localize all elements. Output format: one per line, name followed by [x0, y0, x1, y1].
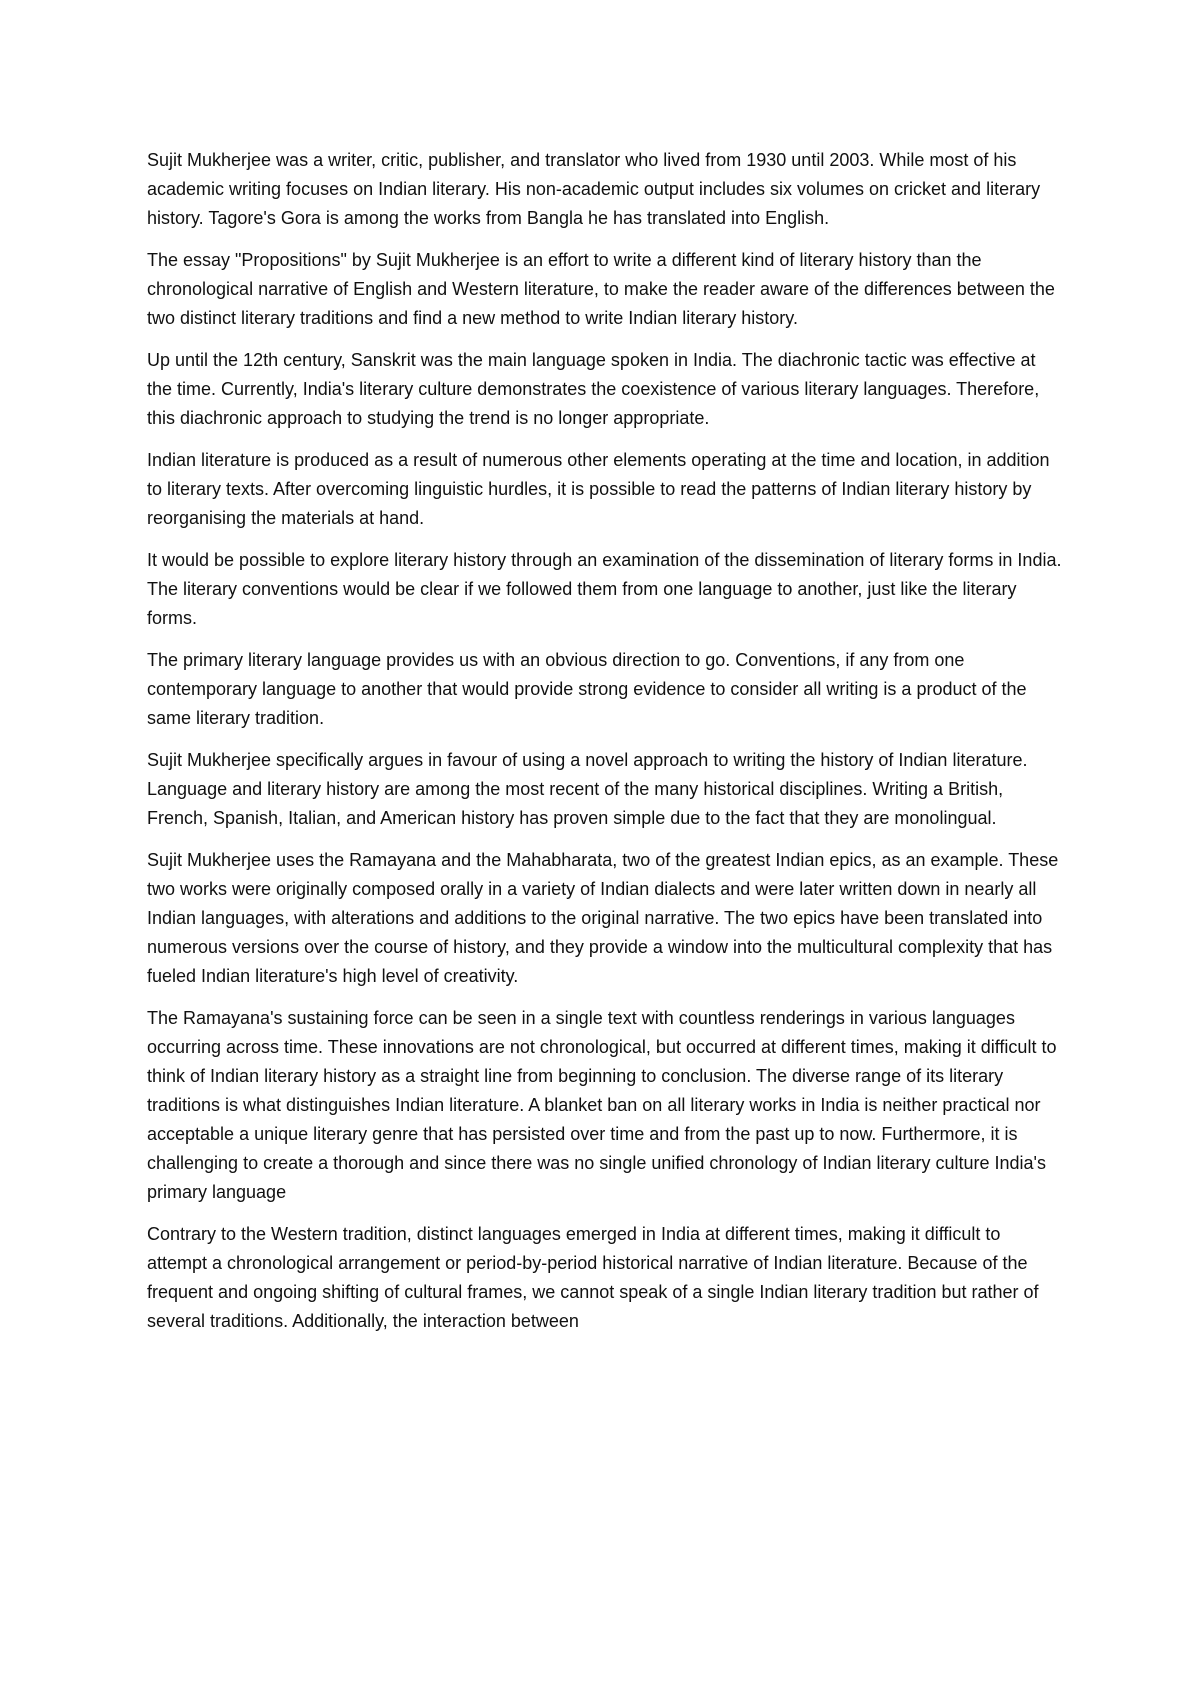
document-body [147, 146, 1065, 1349]
paragraph-4: Indian literature is produced as a result of numerous other elements operating at the time and location, in addition to literary texts. After overcoming linguistic hurdles, it is possible to read the patterns of Indian literary history by reorganising the materials at hand. [147, 450, 1050, 528]
paragraph-5: It would be possible to explore literary history through an examination of the dissemination of literary forms in India. The literary conventions would be clear if we followed them from one language to another, just like the literary forms. [147, 550, 1062, 628]
paragraph-1: Sujit Mukherjee was a writer, critic, publisher, and translator who lived from 1930 until 2003. While most of his academic writing focuses on Indian literary. His non-academic output includes six volumes on cricket and literary history. Tagore's Gora is among the works from Bangla he has translated into English. [147, 150, 1041, 228]
paragraph-8: Sujit Mukherjee uses the Ramayana and the Mahabharata, two of the greatest Indian epics, as an example. These two works were originally composed orally in a variety of Indian dialects and were later written down in nearly all Indian languages, with alterations and additions to the original narrative. The two epics have been translated into numerous versions over the course of history, and they provide a window into the multicultural complexity that has fueled Indian literature's high level of creativity. [147, 850, 1059, 986]
paragraph-2: The essay "Propositions" by Sujit Mukherjee is an effort to write a different kind of literary history than the chronological narrative of English and Western literature, to make the reader aware of the differences between the two distinct literary traditions and find a new method to write Indian literary history. [147, 250, 1055, 328]
paragraph-7: Sujit Mukherjee specifically argues in favour of using a novel approach to writing the history of Indian literature. Language and literary history are among the most recent of the many historical disciplines. Writing a British, French, Spanish, Italian, and American history has proven simple due to the fact that they are monolingual. [147, 750, 1028, 828]
paragraph-9: The Ramayana's sustaining force can be seen in a single text with countless renderings in various languages occurring across time. These innovations are not chronological, but occurred at different times, making it difficult to think of Indian literary history as a straight line from beginning to conclusion. The diverse range of its literary traditions is what distinguishes Indian literature. A blanket ban on all literary works in India is neither practical nor acceptable a unique literary genre that has persisted over time and from the past up to now. Furthermore, it is challenging to create a thorough and since there was no single unified chronology of Indian literary culture India's primary language [147, 1008, 1057, 1202]
paragraph-3: Up until the 12th century, Sanskrit was the main language spoken in India. The diachronic tactic was effective at the time. Currently, India's literary culture demonstrates the coexistence of various literary languages. Therefore, this diachronic approach to studying the trend is no longer appropriate. [147, 350, 1040, 428]
paragraph-6: The primary literary language provides us with an obvious direction to go. Conventions, if any from one contemporary language to another that would provide strong evidence to consider all writing is a product of the same literary tradition. [147, 650, 1027, 728]
paragraph-10: Contrary to the Western tradition, distinct languages emerged in India at different times, making it difficult to attempt a chronological arrangement or period-by-period historical narrative of Indian literature. Because of the frequent and ongoing shifting of cultural frames, we cannot speak of a single Indian literary tradition but rather of several traditions. Additionally, the interaction between [147, 1224, 1039, 1331]
